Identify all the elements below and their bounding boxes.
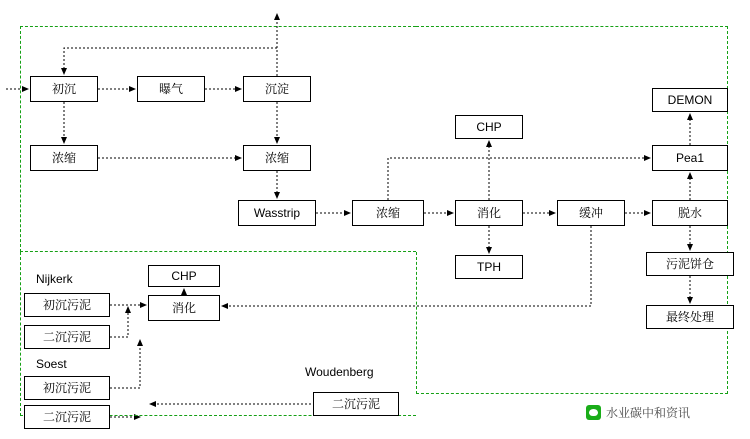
node-thickening-right[interactable] — [352, 200, 424, 226]
node-chp-main[interactable] — [455, 115, 523, 139]
node-label: TPH — [477, 260, 501, 274]
node-label: 最终处理 — [665, 310, 714, 324]
node-soest-secondary-sludge[interactable] — [24, 405, 110, 429]
node-label: 消化 — [171, 301, 196, 315]
node-label: 曝气 — [158, 82, 183, 96]
node-label: 浓缩 — [51, 151, 76, 165]
node-label: 初沉污泥 — [42, 381, 91, 395]
node-label: CHP — [171, 269, 197, 283]
node-primary-settling[interactable] — [30, 76, 98, 102]
node-label: 浓缩 — [264, 151, 289, 165]
node-sedimentation[interactable] — [243, 76, 311, 102]
dashed-divider-vertical — [416, 252, 417, 394]
node-label: 初沉污泥 — [42, 298, 91, 312]
node-label: DEMON — [667, 93, 713, 107]
node-digestion-main[interactable] — [455, 200, 523, 226]
node-label: 消化 — [476, 206, 501, 220]
node-label: 缓冲 — [578, 206, 603, 220]
node-label: 浓缩 — [375, 206, 400, 220]
node-tph[interactable] — [455, 255, 523, 279]
node-label: 污泥饼仓 — [665, 257, 714, 271]
node-soest-primary-sludge[interactable] — [24, 376, 110, 400]
node-pearl[interactable] — [652, 145, 728, 171]
node-buffer[interactable] — [557, 200, 625, 226]
watermark — [586, 404, 690, 421]
node-label: 二沉污泥 — [42, 330, 91, 344]
watermark-text: 水业碳中和资讯 — [606, 406, 691, 420]
node-label: Wasstrip — [253, 206, 301, 220]
group-label-nijkerk: Nijkerk — [36, 272, 73, 286]
node-nijkerk-secondary-sludge[interactable] — [24, 325, 110, 349]
node-label: 二沉污泥 — [331, 397, 380, 411]
node-woudenberg-secondary-sludge[interactable] — [313, 392, 399, 416]
node-aeration[interactable] — [137, 76, 205, 102]
node-label: 初沉 — [51, 82, 76, 96]
node-chp-nijkerk[interactable] — [148, 265, 220, 287]
node-label: 二沉污泥 — [42, 410, 91, 424]
group-label-soest: Soest — [36, 357, 67, 371]
node-thickening-left[interactable] — [30, 145, 98, 171]
node-dewatering[interactable] — [652, 200, 728, 226]
node-digestion-nijkerk[interactable] — [148, 295, 220, 321]
wechat-logo-icon — [586, 405, 601, 420]
node-label: CHP — [476, 120, 502, 134]
node-demon[interactable] — [652, 88, 728, 112]
node-wasstrip[interactable] — [238, 200, 316, 226]
node-label: 沉淀 — [264, 82, 289, 96]
node-label: 脱水 — [677, 206, 702, 220]
node-thickening-mid[interactable] — [243, 145, 311, 171]
node-sludge-cake-silo[interactable] — [646, 252, 734, 276]
group-label-woudenberg: Woudenberg — [305, 365, 374, 379]
node-final-disposal[interactable] — [646, 305, 734, 329]
node-nijkerk-primary-sludge[interactable] — [24, 293, 110, 317]
node-label: Pea1 — [675, 151, 705, 165]
